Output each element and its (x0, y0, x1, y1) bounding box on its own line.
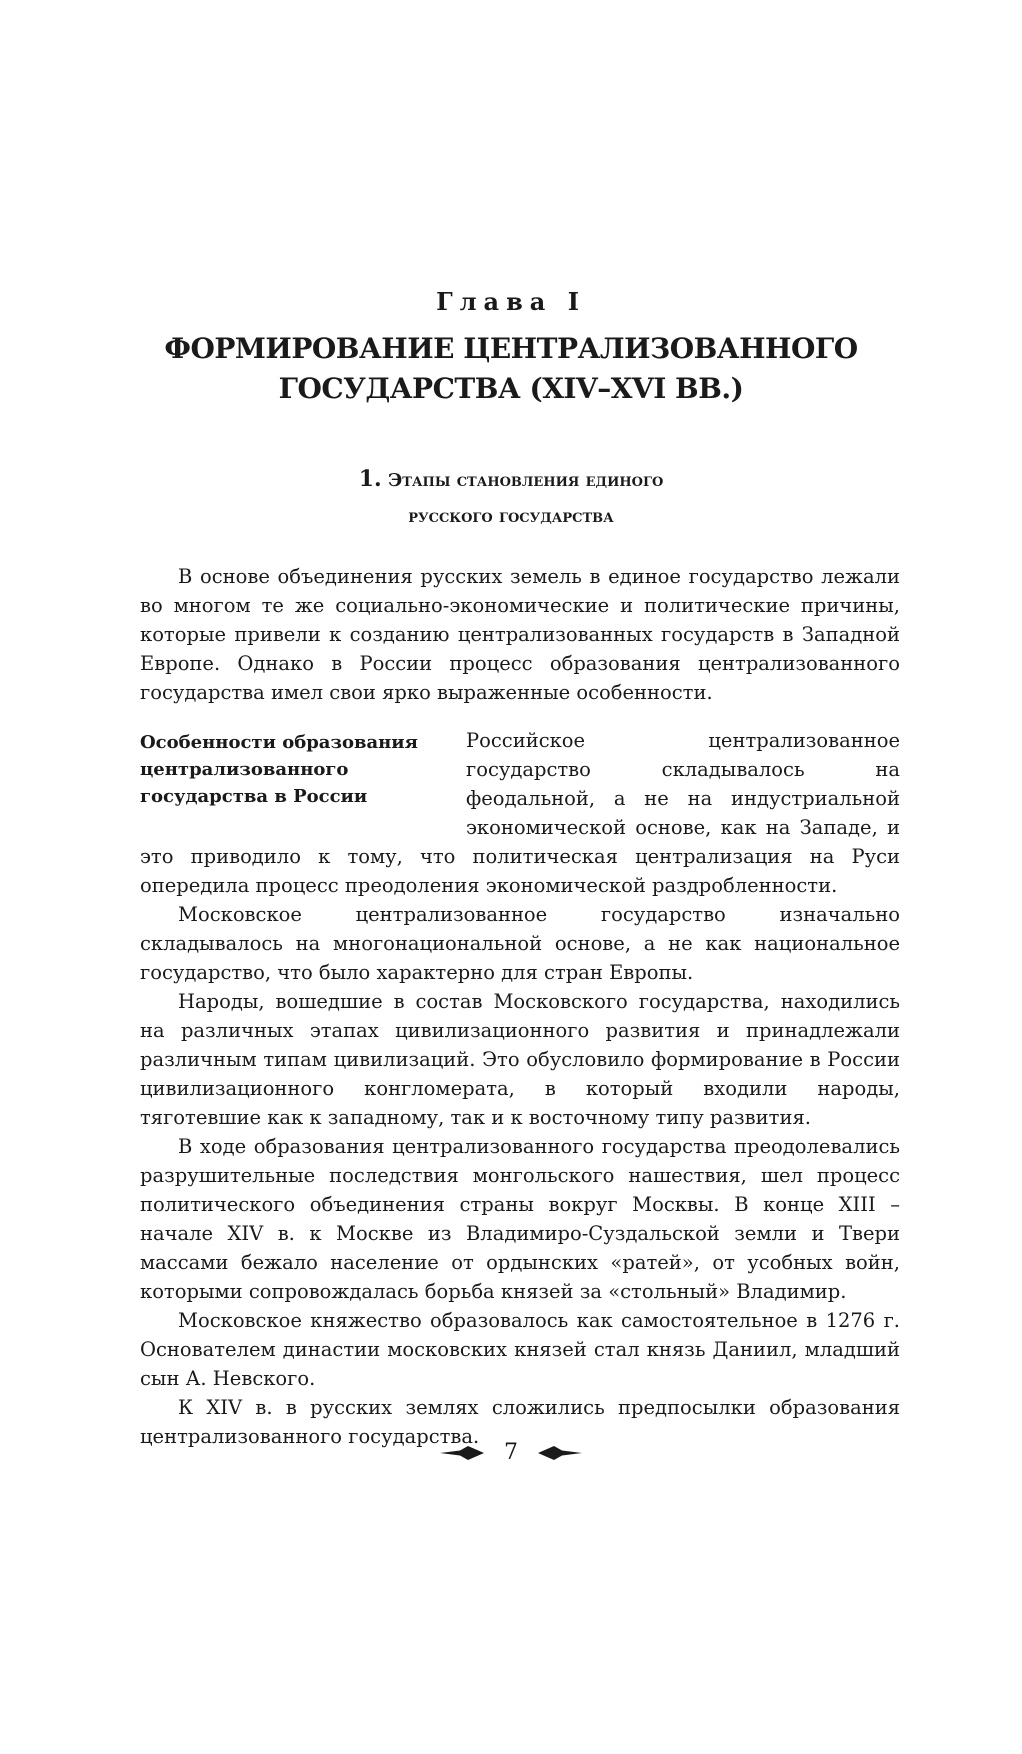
intro-block (140, 562, 900, 707)
right-ornament-icon (536, 1445, 584, 1461)
intro-paragraph: В основе объединения русских земель в единое государство лежали во многом те же социально-экономические и политические причины, которые привели к созданию централизованных государств в Западной Европе. Однако в России процесс образования централизованного государства имел свои ярко выраженные особенности. (140, 565, 900, 704)
section-title-text-1: Этапы становления единого (387, 470, 664, 491)
chapter-label: Глава I (436, 287, 586, 316)
section-title-line-1 (0, 461, 1022, 499)
paragraph: Московское княжество образовалось как самостоятельное в 1276 г. Основателем династии московских князей стал князь Даниил, младший сын А. Невского. (140, 1309, 900, 1390)
page-number: 7 (504, 1440, 518, 1465)
section-title-line-2: русского государства (408, 506, 614, 527)
left-ornament-icon (438, 1445, 486, 1461)
margin-heading-space (140, 726, 466, 838)
section-number: 1. (358, 466, 382, 492)
paragraph: К XIV в. в русских землях сложились предпосылки образования централизованного государства. (140, 1396, 900, 1448)
chapter-title (0, 329, 1022, 409)
paragraph: Народы, вошедшие в состав Московского государства, находились на различных этапах цивилизационного развития и принадлежали различным типам цивилизаций. Это обусловило формирование в России цивилизационного конгломерата, в который входили народы, тяготевшие как к западному, так и к восточному типу развития. (140, 990, 900, 1129)
section-title (0, 461, 1022, 535)
chapter-title-line-2: ГОСУДАРСТВА (XIV–XVI ВВ.) (278, 372, 744, 405)
margin-heading: Особенности образования централизованного государства в России (140, 732, 418, 807)
paragraph: В ходе образования централизованного государства преодолевались разрушительные последствия монгольского нашествия, шел процесс политического объединения страны вокруг Москвы. В конце XIII – начале XIV в. к Москве из Владимиро-Суздальской земли и Твери массами бежало население от ордынских «ратей», от усобных войн, которыми сопровождалась борьба князей за «стольный» Владимир. (140, 1135, 900, 1303)
paragraph: Российское централизованное государство складывалось на феодальной, а не на индустриальной экономической основе, как на Западе, и это приводило к тому, что политическая централизация на Руси опередила процесс преодоления экономической раздробленности. (140, 729, 900, 897)
page-footer (0, 1438, 1022, 1468)
main-text (140, 726, 900, 1451)
paragraph: Московское централизованное государство изначально складывалось на многонациональной основе, а не как национальное государство, что было характерно для стран Европы. (140, 903, 900, 984)
chapter-title-line-1: ФОРМИРОВАНИЕ ЦЕНТРАЛИЗОВАННОГО (164, 332, 858, 365)
